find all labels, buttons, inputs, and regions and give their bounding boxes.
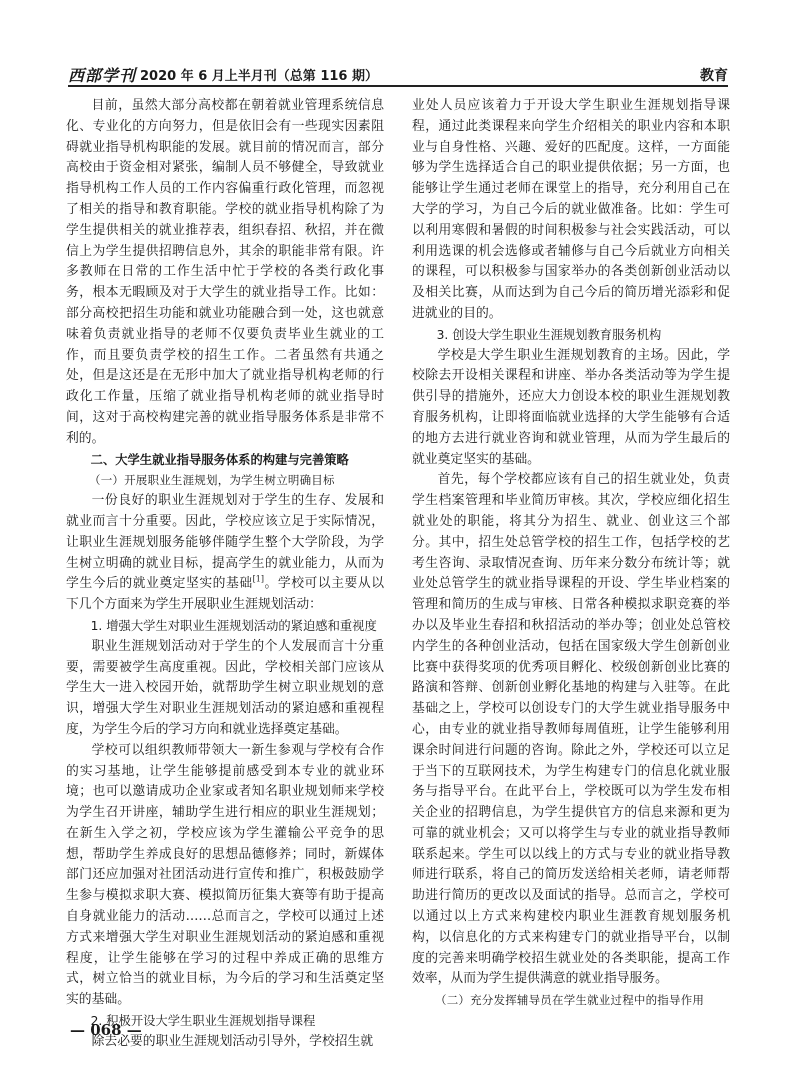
header-divider (68, 85, 728, 87)
paragraph: 学校是大学生职业生涯规划教育的主场。因此，学校除去开设相关课程和讲座、举办各类活动等为学生提供引导的措施外，还应大力创设本校的职业生涯规划教育服务机构，让即将面临就业选择的大学生能够有合适的地方去进行就业咨询和就业管理，从而为学生最后的就业奠定坚实的基础。 (412, 347, 730, 467)
paragraph (66, 491, 384, 616)
item-heading: 3. 创设大学生职业生涯规划教育服务机构 (436, 327, 662, 342)
page-header (68, 62, 728, 86)
item-heading: 2. 积极开设大学生职业生涯规划指导课程 (90, 1014, 316, 1029)
right-column (412, 96, 730, 1011)
item-heading: 1. 增强大学生对职业生涯规划活动的紧迫感和重视度 (90, 618, 377, 633)
paragraph: 业处人员应该着力于开设大学生职业生涯规划指导课程，通过此类课程来向学生介绍相关的职业内容和本职业与自身性格、兴趣、爱好的匹配度。这样，一方面能够为学生选择适合自己的职业提供依据；另一方面，也能够让学生通过老师在课堂上的指导，充分利用自己在大学的学习，为自己今后的就业做准备。比如：学生可以利用寒假和暑假的时间积极参与社会实践活动，可以利用选课的机会选修或者辅修与自己今后就业方向相关的课程，可以积极参与国家举办的各类创新创业活动以及相关比赛，从而达到为自己今后的简历增光添彩和促进就业的目的。 (412, 98, 730, 321)
section-heading: 二、大学生就业指导服务体系的构建与完善策略 (90, 452, 349, 467)
paragraph: 学校可以组织教师带领大一新生参观与学校有合作的实习基地，让学生能够提前感受到本专业的就业环境；也可以邀请成功企业家或者知名职业规划师来学校为学生召开讲座，辅助学生进行相应的职业生涯规划；在新生入学之初，学校应该为学生灌输公平竞争的思想，帮助学生养成良好的思想品德修养；同时，新媒体部门还应加强对社团活动进行宣传和推广，积极鼓励学生参与模拟求职大赛、模拟简历征集大赛等有助于提高自身就业能力的活动……总而言之，学校可以通过上述方式来增强大学生对职业生涯规划活动的紧迫感和重视程度，让学生能够在学习的过程中养成正确的思维方式，树立恰当的就业目标，为今后的学习和生活奠定坚实的基础。 (66, 742, 384, 1008)
journal-logo: 西部学刊 (68, 66, 137, 85)
paragraph-text: 一份良好的职业生涯规划对于学生的生存、发展和就业而言十分重要。因此，学校应该立足于实际情况，让职业生涯规划服务能够伴随学生整个大学阶段，为学生树立明确的就业目标，提高学生的就业能力，从而为学生今后的就业奠定坚实的基础 (66, 493, 384, 592)
issue-info: 2020 年 6 月上半月刊（总第 116 期） (140, 69, 378, 84)
left-column (66, 96, 384, 1053)
subsection-heading: （一）开展职业生涯规划，为学生树立明确目标 (89, 473, 335, 488)
paragraph: 除去必要的职业生涯规划活动引导外，学校招生就 (91, 1033, 374, 1049)
paragraph: 目前，虽然大部分高校都在朝着就业管理系统信息化、专业化的方向努力，但是依旧会有一些现实因素阻碍就业指导机构职能的发展。就目前的情况而言，部分高校由于资金相对紧张，编制人员不够健全，导致就业指导机构工作人员的工作内容偏重行政化管理，而忽视了相关的指导和教育职能。学校的就业指导机构除了为学生提供相关的就业推荐表，组织春招、秋招，并在微信上为学生提供招聘信息外，其余的职能非常有限。许多教师在日常的工作生活中忙于学校的各类行政化事务，根本无暇顾及对于大学生的就业指导工作。比如：部分高校把招生功能和就业功能融合到一处，这也就意味着负责就业指导的老师不仅要负责毕业生就业的工作，而且要负责学校的招生工作。二者虽然有共通之处，但是这还是在无形中加大了就业指导机构老师的行政化工作量，压缩了就业指导机构老师的就业指导时间，这对于高校构建完善的就业指导服务体系是非常不利的。 (66, 98, 384, 446)
paragraph: 首先，每个学校都应该有自己的招生就业处，负责学生档案管理和毕业简历审核。其次，学校应细化招生就业处的职能，将其分为招生、就业、创业这三个部分。其中，招生处总管学校的招生工作，包括学校的艺考生咨询、录取情况查询、历年来分数分布统计等；就业处总管学生的就业指导课程的开设、学生毕业档案的管理和简历的生成与审核、日常各种模拟求职竞赛的举办以及毕业生春招和秋招活动的举办等；创业处总管校内学生的各种创业活动，包括在国家级大学生创新创业比赛中获得奖项的优秀项目孵化、校级创新创业比赛的路演和答辩、创新创业孵化基地的构建与入驻等。在此基础之上，学校可以创设专门的大学生就业指导服务中心，由专业的就业指导教师每周值班，让学生能够利用课余时间进行问题的咨询。除此之外，学校还可以立足于当下的互联网技术，为学生构建专门的信息化就业服务与指导平台。在此平台上，学校既可以为学生发布相关企业的招聘信息，为学生提供官方的信息来源和更为可靠的就业机会；又可以将学生与专业的就业指导教师联系起来。学生可以以线上的方式与专业的就业指导教师进行联系，将自己的简历发送给相关老师，请老师帮助进行简历的更改以及面试的指导。总而言之，学校可以通过以上方式来构建校内职业生涯教育规划服务机构，以信息化的方式来构建专门的就业指导平台，以制度的完善来明确学校招生就业处的各类职能，提高工作效率，从而为学生提供满意的就业指导服务。 (412, 472, 730, 987)
subsection-heading: （二）充分发挥辅导员在学生就业过程中的指导作用 (435, 993, 705, 1008)
section-label: 教育 (700, 68, 728, 84)
page-number: — 068 — (70, 1021, 142, 1039)
paragraph: 职业生涯规划活动对于学生的个人发展而言十分重要，需要被学生高度重视。因此，学校相关部门应该从学生大一进入校园开始，就帮助学生树立职业规划的意识，增强大学生对职业生涯规划活动的紧迫感和重视程度，为学生今后的学习方向和就业选择奠定基础。 (66, 638, 384, 737)
reference-marker: [1] (252, 575, 265, 585)
paragraph-text: 。学校可以主要从以下几个方面来为学生开展职业生涯规划活动： (66, 576, 385, 613)
